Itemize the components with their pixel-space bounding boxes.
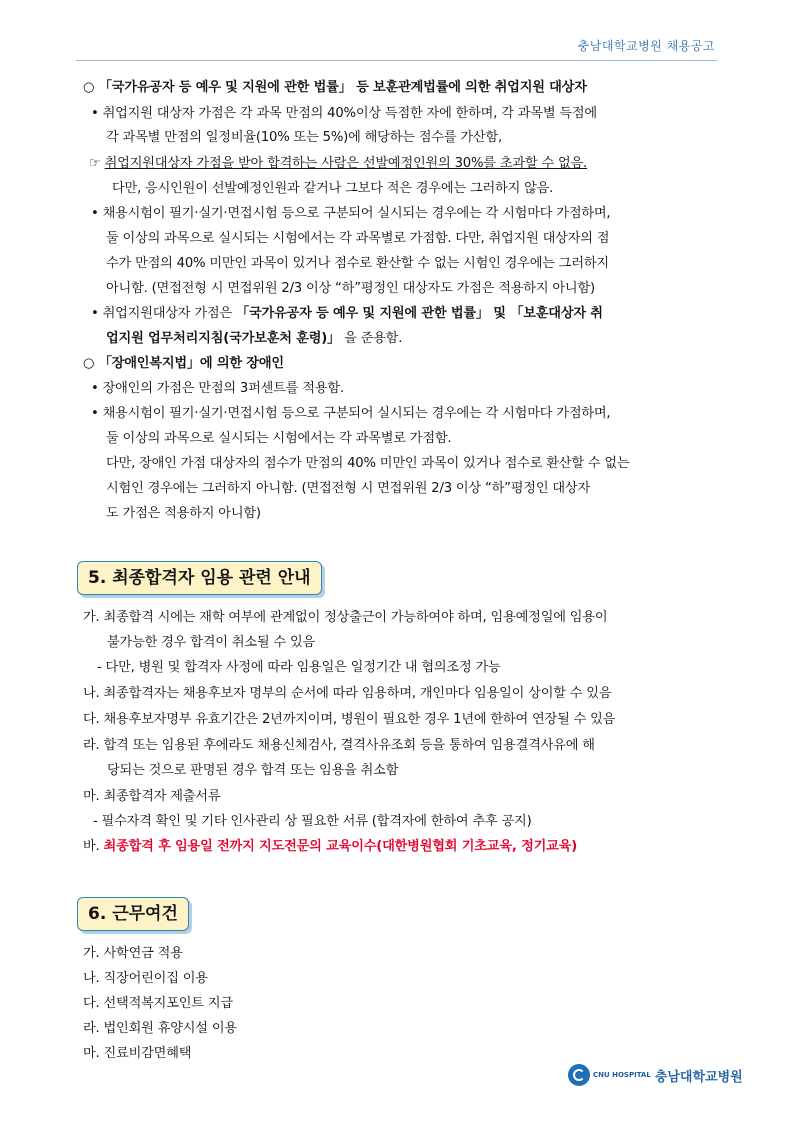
disabled-line-4: 다만, 장애인 가점 대상자의 점수가 만점의 40% 미만인 과목이 있거나 점수로 환산할 수 없는 bbox=[106, 456, 630, 471]
sec6-item: 나. 직장어린이집 이용 bbox=[83, 971, 208, 986]
disabled-line-3: 둘 이상의 과목으로 실시되는 시험에서는 각 과목별로 가점함. bbox=[106, 431, 452, 446]
sec5-item-da: 다. 채용후보자명부 유효기간은 2년까지이며, 병원이 필요한 경우 1년에 한하여 연장될 수 있음 bbox=[83, 712, 616, 727]
veteran-title-rest: 등 보훈관계법률에 의한 취업지원 대상자 bbox=[356, 80, 587, 95]
header-label: 충남대학교병원 채용공고 bbox=[577, 39, 715, 53]
sec5-item-na: 나. 최종합격자는 채용후보자 명부의 순서에 따라 임용하며, 개인마다 임용일이 상이할 수 있음 bbox=[83, 686, 612, 701]
veteran-line-10 bbox=[106, 330, 402, 348]
sec6-item: 라. 법인회원 휴양시설 이용 bbox=[83, 1021, 237, 1036]
veteran-line-10-text: 을 준용함. bbox=[344, 331, 403, 346]
disabled-line-5: 시험인 경우에는 그러하지 아니함. (면접전형 시 면접위원 2/3 이상 “하”평정인 대상자 bbox=[106, 481, 590, 496]
sec5-item-ra-1: 라. 합격 또는 임용된 후에라도 채용신체검사, 결격사유조회 등을 통하여 임용결격사유에 해 bbox=[83, 738, 595, 753]
veteran-line-1: • 취업지원 대상자 가점은 각 과목 만점의 40%이상 득점한 자에 한하며, 각 과목별 득점에 bbox=[91, 106, 597, 121]
sec5-item-ma-2: - 필수자격 확인 및 기타 인사관리 상 필요한 서류 (합격자에 한하여 추후 공지) bbox=[93, 814, 532, 829]
veteran-line-8: 아니함. (면접전형 시 면접위원 2/3 이상 “하”평정인 대상자도 가점은 적용하지 아니함) bbox=[106, 281, 595, 296]
veteran-line-5: • 채용시험이 필기·실기·면접시험 등으로 구분되어 실시되는 경우에는 각 시험마다 가점하며, bbox=[91, 206, 611, 221]
hospital-logo-ko: 충남대학교병원 bbox=[654, 1069, 743, 1085]
sec5-item-ra-2: 당되는 것으로 판명된 경우 합격 또는 임용을 취소함 bbox=[107, 763, 399, 778]
veteran-line-7: 수가 만점의 40% 미만인 과목이 있거나 점수로 환산할 수 없는 시험인 경우에는 그러하지 bbox=[106, 256, 609, 271]
sec6-item: 다. 선택적복지포인트 지급 bbox=[83, 996, 233, 1011]
veteran-line-4: 다만, 응시인원이 선발예정인원과 같거나 그보다 적은 경우에는 그러하지 않음. bbox=[112, 181, 554, 196]
disabled-line-1: • 장애인의 가점은 만점의 3퍼센트를 적용함. bbox=[91, 381, 344, 396]
sec5-item-ma-1: 마. 최종합격자 제출서류 bbox=[83, 789, 221, 804]
veteran-line-6: 둘 이상의 과목으로 실시되는 시험에서는 각 과목별로 가점함. 다만, 취업지원 대상자의 점 bbox=[106, 231, 610, 246]
section-6-heading: 6. 근무여건 bbox=[77, 897, 189, 931]
veteran-guideline-reference: 업지원 업무처리지침(국가보훈처 훈령)」 bbox=[106, 331, 341, 346]
sec5-item-ga-2: 불가능한 경우 합격이 취소될 수 있음 bbox=[107, 635, 316, 650]
sec5-item-ba-prefix: 바. bbox=[83, 839, 100, 854]
pointing-hand-icon: ☞ bbox=[89, 156, 101, 171]
sec5-item-ba bbox=[83, 838, 577, 856]
disabled-line-6: 도 가점은 적용하지 아니함) bbox=[106, 506, 261, 521]
disabled-line-2: • 채용시험이 필기·실기·면접시험 등으로 구분되어 실시되는 경우에는 각 시험마다 가점하며, bbox=[91, 406, 611, 421]
veteran-law-reference: 「국가유공자 등 예우 및 지원에 관한 법률」 및 「보훈대상자 취 bbox=[235, 306, 603, 321]
sec6-item: 마. 진료비감면혜택 bbox=[83, 1046, 192, 1061]
sec6-item: 가. 사학연금 적용 bbox=[83, 946, 183, 961]
veteran-limit-note: 취업지원대상자 가점을 받아 합격하는 사람은 선발예정인원의 30%를 초과할 수 없음. bbox=[104, 156, 588, 171]
veteran-line-2: 각 과목별 만점의 일정비율(10% 또는 5%)에 해당하는 점수를 가산함, bbox=[106, 130, 502, 145]
veteran-line-9-text: • 취업지원대상자 가점은 bbox=[91, 306, 232, 321]
sec5-item-ga-3: - 다만, 병원 및 합격자 사정에 따라 임용일은 일정기간 내 협의조정 가능 bbox=[97, 660, 501, 675]
hospital-logo-en: CNU HOSPITAL bbox=[593, 1071, 651, 1079]
hospital-emblem-icon bbox=[568, 1064, 590, 1086]
hospital-logo bbox=[568, 1064, 743, 1086]
disabled-section-title: ○ 「장애인복지법」에 의한 장애인 bbox=[83, 356, 284, 371]
sec5-item-ba-highlight: 최종합격 후 임용일 전까지 지도전문의 교육이수(대한병원협회 기초교육, 정기교육) bbox=[103, 839, 578, 854]
veteran-title-law: ○ 「국가유공자 등 예우 및 지원에 관한 법률」 bbox=[83, 80, 352, 95]
sec5-item-ga-1: 가. 최종합격 시에는 재학 여부에 관계없이 정상출근이 가능하여야 하며, 임용예정일에 임용이 bbox=[83, 610, 608, 625]
header-divider bbox=[76, 60, 717, 61]
veteran-line-3 bbox=[89, 155, 587, 173]
section-5-heading: 5. 최종합격자 임용 관련 안내 bbox=[77, 561, 322, 595]
veteran-section-title bbox=[83, 79, 587, 97]
veteran-line-9 bbox=[91, 305, 603, 323]
